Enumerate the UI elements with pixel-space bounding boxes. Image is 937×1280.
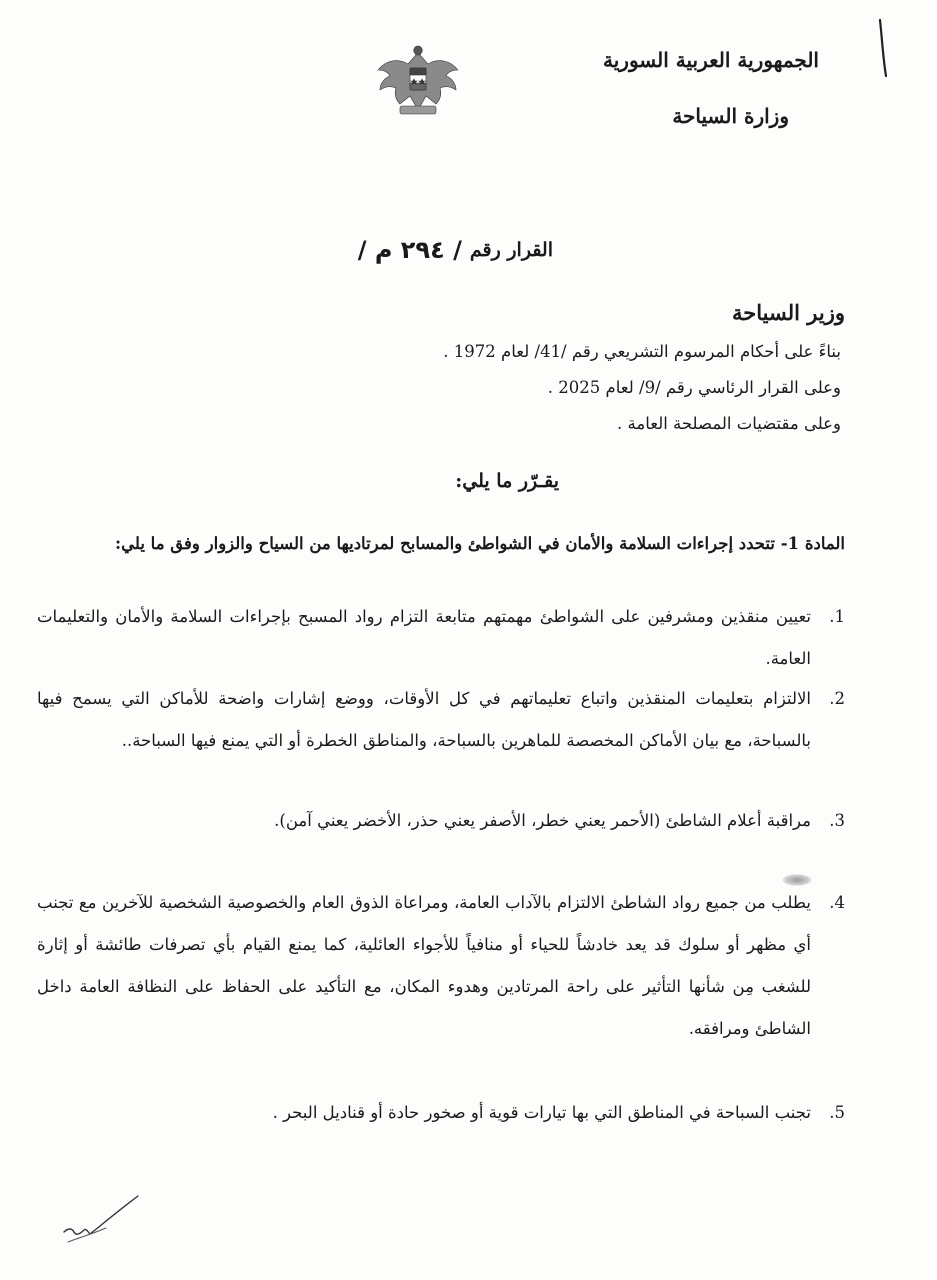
list-item (37, 882, 845, 1050)
list-item (37, 596, 845, 680)
handwritten-signature (58, 1188, 148, 1248)
list-item (37, 678, 845, 762)
list-item (37, 1092, 845, 1134)
preamble-line-3: وعلى مقتضيات المصلحة العامة . (617, 414, 841, 433)
item-number: 2. (829, 689, 845, 708)
republic-name: الجمهورية العربية السورية (603, 48, 819, 72)
decision-number: / ٢٩٤ م / (357, 236, 462, 264)
item-text: تعيين منقذين ومشرفين على الشواطئ مهمتهم متابعة التزام رواد المسبح بإجراءات السلامة والأمان والتعليمات العامة. (37, 607, 811, 668)
corner-pen-mark (877, 18, 889, 78)
syrian-eagle-emblem-icon (372, 40, 464, 118)
item-text: يطلب من جميع رواد الشاطئ الالتزام بالآداب العامة، ومراعاة الذوق العام والخصوصية الشخصية للآخرين مع تجنب أي مظهر أو سلوك قد يعد خادشاً للحياء أو منافياً للأجواء العائلية، كما يمنع القيام بأي تصرفات طائشة أو إثارة للشغب مِن شأنها التأثير على راحة المرتادين وهدوء المكان، مع التأكيد على الحفاظ على النظافة العامة داخل الشاطئ ومرافقه. (37, 893, 811, 1038)
item-text: مراقبة أعلام الشاطئ (الأحمر يعني خطر، الأصفر يعني حذر، الأخضر يعني آمن). (274, 811, 811, 830)
ink-smudge (782, 874, 812, 886)
item-number: 4. (829, 893, 845, 912)
item-text: تجنب السباحة في المناطق التي بها تيارات قوية أو صخور حادة أو قناديل البحر . (272, 1103, 811, 1122)
decision-label: القرار رقم (469, 239, 553, 261)
item-number: 5. (829, 1103, 845, 1122)
ministry-name: وزارة السياحة (672, 104, 789, 128)
minister-title: وزير السياحة (732, 300, 845, 325)
list-item (37, 800, 845, 842)
decides-heading: يقـرّر ما يلي: (455, 470, 559, 492)
item-number: 3. (829, 811, 845, 830)
decision-number-line (358, 236, 553, 264)
preamble-line-2: وعلى القرار الرئاسي رقم /9/ لعام 2025 . (547, 378, 841, 397)
item-number: 1. (829, 607, 845, 626)
article-1: المادة 1- تتحدد إجراءات السلامة والأمان في الشواطئ والمسابح لمرتاديها من السياح والزوار وفق ما يلي: (115, 534, 845, 553)
preamble-line-1: بناءً على أحكام المرسوم التشريعي رقم /41/ لعام 1972 . (443, 342, 841, 361)
item-text: الالتزام بتعليمات المنقذين واتباع تعليماتهم في كل الأوقات، ووضع إشارات واضحة للأماكن التي يسمح فيها بالسباحة، مع بيان الأماكن المخصصة للماهرين بالسباحة، والمناطق الخطرة أو التي يمنع فيها السباحة.. (37, 689, 811, 750)
